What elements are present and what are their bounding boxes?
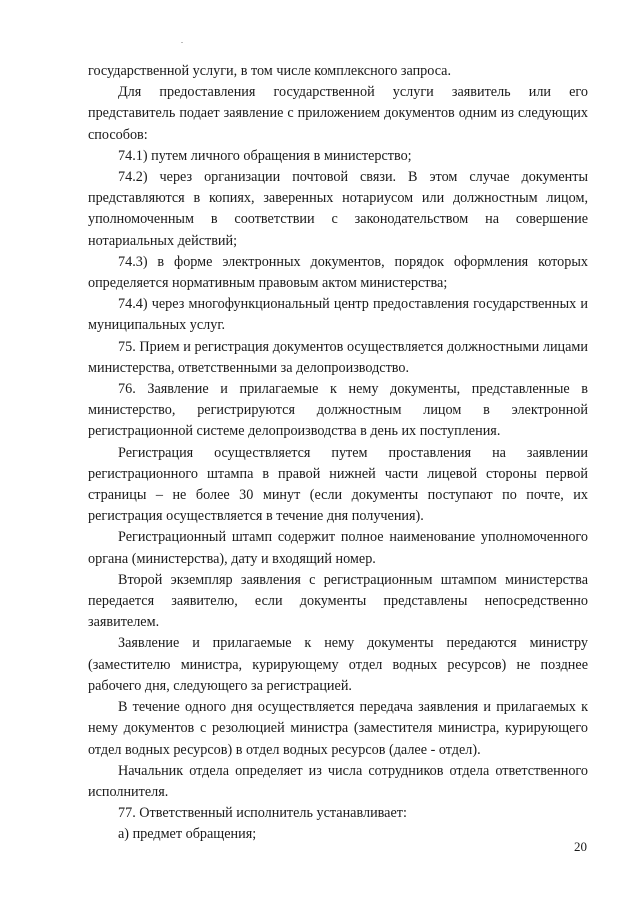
scan-artifact — [181, 42, 183, 43]
paragraph-second-copy: Второй экземпляр заявления с регистрационным штампом министерства передается заявителю, если документы представлены непосредственно заявителем. — [88, 571, 588, 631]
paragraph-77: 77. Ответственный исполнитель устанавливает: — [118, 805, 407, 822]
paragraph-continuation: государственной услуги, в том числе комплексного запроса. — [88, 63, 452, 79]
paragraph-transfer-minister: Заявление и прилагаемые к нему документы передаются министру (заместителю министра, курирующему отдел водных ресурсов) не позднее рабочего дня, следующего за регистрацией. — [88, 635, 588, 694]
document-body — [88, 61, 588, 846]
paragraph-submission-methods: Для предоставления государственной услуги заявитель или его представитель подает заявление с приложением документов одним из следующих способов: — [88, 84, 588, 143]
paragraph-stamp-content: Регистрационный штамп содержит полное наименование уполномоченного органа (министерства), дату и входящий номер. — [88, 529, 588, 567]
paragraph-registration: Регистрация осуществляется путем проставления на заявлении регистрационного штампа в правой нижней части лицевой стороны первой страницы – не более 30 минут (если документы поступают по почте, их регистрация осуществляется в течение дня получения). — [88, 444, 588, 525]
paragraph-transfer-department: В течение одного дня осуществляется передача заявления и прилагаемых к нему документов с резолюцией министра (заместителя министра, курирующего отдел водных ресурсов) в отдел водных ресурсов (далее - отдел). — [88, 699, 588, 758]
paragraph-74-3: 74.3) в форме электронных документов, порядок оформления которых определяется нормативным правовым актом министерства; — [88, 253, 588, 292]
paragraph-department-head: Начальник отдела определяет из числа сотрудников отдела ответственного исполнителя. — [88, 762, 588, 800]
paragraph-75: 75. Прием и регистрация документов осуществляется должностными лицами министерства, ответственными за делопроизводство. — [88, 338, 588, 376]
paragraph-76: 76. Заявление и прилагаемые к нему документы, представленные в министерство, регистрируются должностным лицом в электронной регистрационной системе делопроизводства в день их поступления. — [88, 381, 588, 440]
paragraph-77-a: а) предмет обращения; — [118, 826, 257, 843]
paragraph-74-1: 74.1) путем личного обращения в министерство; — [118, 147, 412, 164]
paragraph-74-4: 74.4) через многофункциональный центр предоставления государственных и муниципальных услуг. — [88, 296, 588, 334]
paragraph-74-2: 74.2) через организации почтовой связи. В этом случае документы представляются в копиях, заверенных нотариусом или должностным лицом, уполномоченным в соответствии с законодательством на совершение нотариальных действий; — [88, 169, 588, 249]
page-number: 20 — [574, 839, 587, 854]
